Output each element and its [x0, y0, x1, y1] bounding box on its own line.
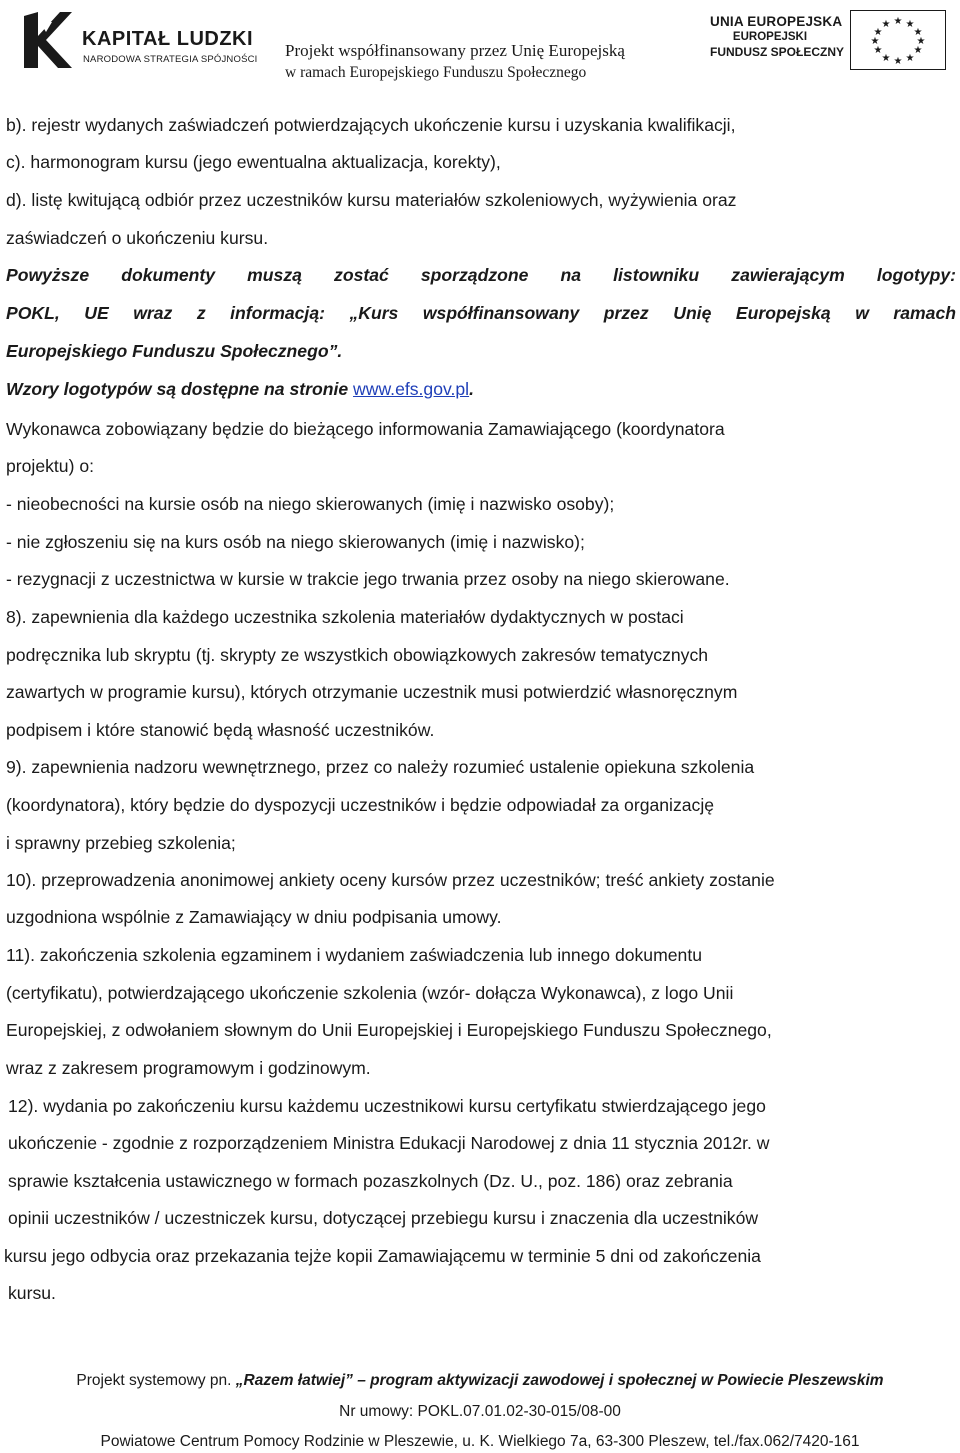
svg-text:★: ★ [905, 53, 915, 64]
header-line-1: Projekt współfinansowany przez Unię Europejską [285, 41, 625, 60]
item-b: b). rejestr wydanych zaświadczeń potwierdzających ukończenie kursu i uzyskania kwalifikacji, [6, 115, 736, 135]
svg-text:★: ★ [893, 56, 903, 67]
note-line-3: Europejskiego Funduszu Społecznego”. [6, 341, 343, 361]
item-11-line-1: 11). zakończenia szkolenia egzaminem i wydaniem zaświadczenia lub innego dokumentu [6, 945, 702, 965]
item-12-line-1: 12). wydania po zakończeniu kursu każdemu uczestnikowi kursu certyfikatu stwierdzającego jego [8, 1096, 766, 1116]
svg-text:★: ★ [870, 36, 880, 47]
item-12-line-4: opinii uczestników / uczestniczek kursu, dotyczącej przebiegu kursu i znaczenia dla uczestników [8, 1208, 759, 1228]
item-9-line-2: (koordynatora), który będzie do dyspozycji uczestników i będzie odpowiadał za organizację [6, 795, 715, 815]
svg-text:★: ★ [881, 53, 891, 64]
svg-text:★: ★ [905, 19, 915, 30]
svg-text:★: ★ [913, 45, 923, 56]
page-header [0, 0, 960, 92]
kapital-ludzki-subtitle: NARODOWA STRATEGIA SPÓJNOŚCI [83, 54, 258, 65]
item-12-line-3: sprawie kształcenia ustawicznego w formach pozaszkolnych (Dz. U., poz. 186) oraz zebrania [8, 1171, 733, 1191]
svg-text:★: ★ [913, 27, 923, 38]
contractor-line-1: Wykonawca zobowiązany będzie do bieżącego informowania Zamawiającego (koordynatora [6, 419, 725, 439]
efs-link[interactable]: www.efs.gov.pl [353, 379, 470, 399]
svg-text:★: ★ [873, 27, 883, 38]
item-c: c). harmonogram kursu (jego ewentualna aktualizacja, korekty), [6, 152, 501, 172]
eu-flag-icon [850, 10, 946, 70]
header-project-info [285, 40, 695, 84]
note-line-1: Powyższe dokumenty muszą zostać sporządzone na listowniku zawierającym logotypy: [6, 265, 956, 285]
eu-logo-line-1: UNIA EUROPEJSKA [710, 14, 843, 29]
item-8-line-1: 8). zapewnienia dla każdego uczestnika szkolenia materiałów dydaktycznych w postaci [6, 607, 684, 627]
item-9-line-1: 9). zapewnienia nadzoru wewnętrznego, przez co należy rozumieć ustalenie opiekuna szkolenia [6, 757, 755, 777]
item-10-line-1: 10). przeprowadzenia anonimowej ankiety oceny kursów przez uczestników; treść ankiety zostanie [6, 870, 775, 890]
item-d-line-2: zaświadczeń o ukończeniu kursu. [6, 228, 269, 248]
header-line-2: w ramach Europejskiego Funduszu Społecznego [285, 64, 587, 81]
item-12-line-2: ukończenie - zgodnie z rozporządzeniem Ministra Edukacji Narodowej z dnia 11 stycznia 2012r. w [8, 1133, 770, 1153]
item-10-line-2: uzgodniona wspólnie z Zamawiający w dniu podpisania umowy. [6, 907, 502, 927]
item-8-line-2: podręcznika lub skryptu (tj. skrypty ze wszystkich obowiązkowych zakresów tematycznych [6, 645, 709, 665]
dash-item-3: - rezygnacji z uczestnictwa w kursie w trakcie jego trwania przez osoby na niego skierowane. [6, 569, 730, 589]
svg-text:★: ★ [893, 16, 903, 27]
kapital-ludzki-logo [20, 10, 270, 70]
dash-item-2: - nie zgłoszeniu się na kurs osób na niego skierowanych (imię i nazwisko); [6, 532, 585, 552]
kapital-ludzki-emblem-icon [20, 10, 74, 70]
eu-logo-line-2: EUROPEJSKI [732, 31, 808, 43]
contractor-line-2: projektu) o: [6, 456, 95, 476]
note-line-2: POKL, UE wraz z informacją: „Kurs współfinansowany przez Unię Europejską w ramach [6, 303, 956, 323]
item-12-line-6: kursu. [8, 1283, 56, 1303]
footer-line-1 [0, 1371, 960, 1391]
svg-text:★: ★ [916, 36, 926, 47]
note-line-4 [6, 378, 474, 400]
item-11-line-3: Europejskiej, z odwołaniem słownym do Unii Europejskiej i Europejskiego Funduszu Społecznego, [6, 1020, 772, 1040]
eu-logo-line-3: FUNDUSZ SPOŁECZNY [710, 45, 845, 59]
dash-item-1: - nieobecności na kursie osób na niego skierowanych (imię i nazwisko osoby); [6, 494, 615, 514]
item-8-line-3: zawartych w programie kursu), których otrzymanie uczestnik musi potwierdzić własnoręcznym [6, 682, 738, 702]
item-9-line-3: i sprawny przebieg szkolenia; [6, 833, 236, 853]
footer-line-1-prefix: Projekt systemowy pn. [76, 1372, 236, 1389]
note-line-4-suffix: . [469, 379, 474, 399]
eu-logo-text [710, 14, 845, 59]
eu-efs-logo [704, 8, 954, 70]
svg-text:★: ★ [881, 19, 891, 30]
item-12-line-5: kursu jego odbycia oraz przekazania tejże kopii Zamawiającemu w terminie 5 dni od zakończenia [4, 1246, 761, 1266]
note-line-4-prefix: Wzory logotypów są dostępne na stronie [6, 379, 354, 399]
footer-project-title: „Razem łatwiej” – program aktywizacji zawodowej i społecznej w Powiecie Pleszewskim [235, 1372, 884, 1389]
item-11-line-4: wraz z zakresem programowym i godzinowym. [6, 1058, 371, 1078]
page-footer [0, 1364, 960, 1453]
item-8-line-4: podpisem i które stanowić będą własność uczestników. [6, 720, 435, 740]
item-d-line-1: d). listę kwitującą odbiór przez uczestników kursu materiałów szkoleniowych, wyżywienia oraz [6, 190, 737, 210]
footer-address: Powiatowe Centrum Pomocy Rodzinie w Pleszewie, u. K. Wielkiego 7a, 63-300 Pleszew, tel./fax.062/7420-161 [100, 1433, 860, 1450]
item-11-line-2: (certyfikatu), potwierdzającego ukończenie szkolenia (wzór- dołącza Wykonawca), z logo Unii [6, 983, 734, 1003]
kapital-ludzki-name: KAPITAŁ LUDZKI [82, 28, 254, 50]
svg-text:★: ★ [873, 45, 883, 56]
footer-contract-number: Nr umowy: POKL.07.01.02-30-015/08-00 [339, 1403, 621, 1420]
